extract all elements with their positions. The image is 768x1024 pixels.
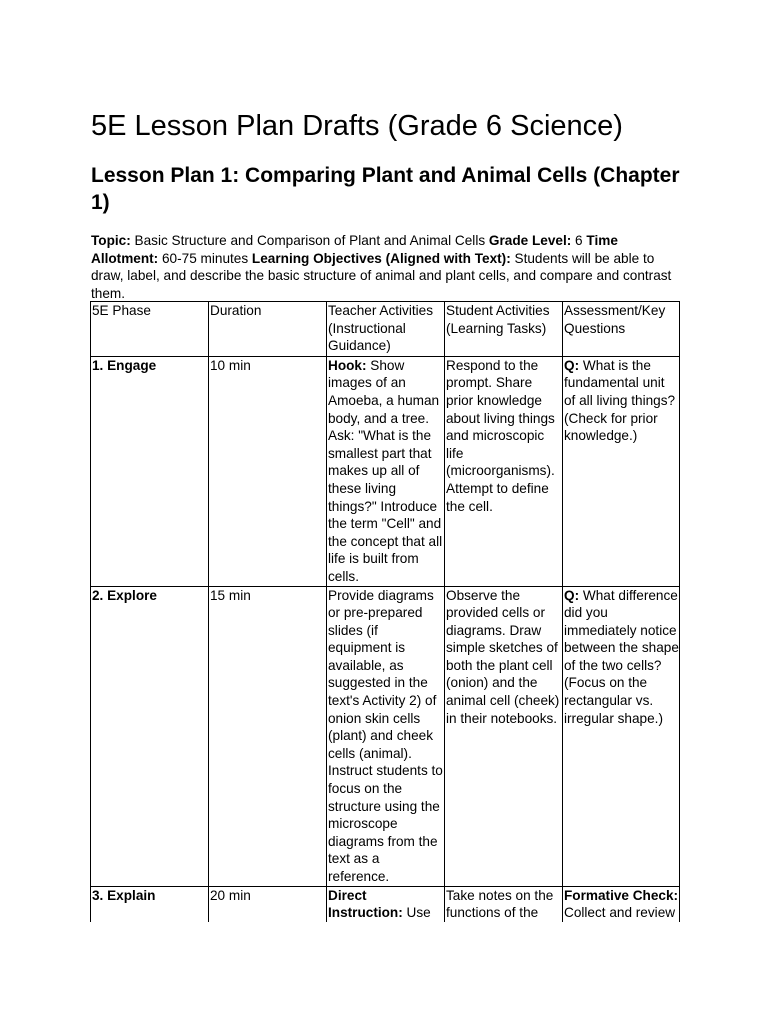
assessment-cell: [563, 886, 680, 922]
table-row: [91, 886, 680, 922]
grade-level-value: 6: [571, 233, 587, 248]
teacher-activity-label: Direct Instruction:: [328, 887, 403, 921]
student-activities-cell: Observe the provided cells or diagrams. Draw simple sketches of both the plant cell (onion) and the animal cell (cheek) in their notebooks.: [445, 586, 563, 886]
assessment-text: Collect and review: [564, 905, 676, 921]
teacher-activities-cell: [327, 356, 445, 586]
assessment-cell: [563, 586, 680, 886]
header-cell-student-activities: Student Activities (Learning Tasks): [445, 302, 563, 357]
duration-cell: 10 min: [209, 356, 327, 586]
header-cell-teacher-activities: Teacher Activities (Instructional Guidance): [327, 302, 445, 357]
student-activities-cell: Take notes on the functions of the: [445, 886, 563, 922]
header-cell-assessment: Assessment/Key Questions: [563, 302, 680, 357]
teacher-activity-text: Show images of an Amoeba, a human body, and a tree. Ask: "What is the smallest part that makes up all of these living things?" Introduce the term "Cell" and the concept that all life is built from cells.: [328, 357, 443, 584]
topic-value: Basic Structure and Comparison of Plant and Animal Cells: [130, 233, 489, 248]
time-allotment-label: Time Allotment:: [91, 233, 618, 266]
phase-cell: 1. Engage: [91, 356, 209, 586]
teacher-activity-text: Provide diagrams or pre-prepared slides (if equipment is available, as suggested in the text's Activity 2) of onion skin cells (plant) and cheek cells (animal). Instruct students to focus on the structure using the microscope diagrams from the text as a reference.: [328, 587, 443, 884]
duration-cell: 20 min: [209, 886, 327, 922]
phase-cell: 2. Explore: [91, 586, 209, 886]
student-activities-cell: Respond to the prompt. Share prior knowledge about living things and microscopic life (microorganisms). Attempt to define the cell.: [445, 356, 563, 586]
assessment-label: Q:: [564, 357, 580, 373]
assessment-text: What difference did you immediately notice between the shape of the two cells? (Focus on the rectangular vs. irregular shape.): [564, 587, 679, 726]
lesson-heading: Lesson Plan 1: Comparing Plant and Animal Cells (Chapter 1): [91, 164, 680, 214]
document-title: 5E Lesson Plan Drafts (Grade 6 Science): [91, 110, 623, 142]
teacher-activities-cell: [327, 886, 445, 922]
assessment-cell: [563, 356, 680, 586]
teacher-activities-cell: [327, 586, 445, 886]
learning-objectives-label: Learning Objectives (Aligned with Text):: [251, 250, 511, 266]
time-allotment-value: 60-75 minutes: [158, 250, 252, 266]
table-header-row: [91, 302, 680, 357]
topic-label: Topic:: [91, 233, 131, 248]
table-row: [91, 356, 680, 586]
teacher-activity-text: Use: [402, 905, 431, 921]
assessment-text: What is the fundamental unit of all living things? (Check for prior knowledge.): [564, 357, 676, 444]
lesson-plan-table: [90, 301, 680, 922]
learning-objectives-value: Students will be able to draw, label, and describe the basic structure of animal and plant cells, and compare and contrast them.: [91, 250, 672, 301]
assessment-label: Formative Check:: [564, 887, 679, 903]
table-row: [91, 586, 680, 886]
assessment-label: Q:: [564, 587, 580, 603]
duration-cell: 15 min: [209, 586, 327, 886]
phase-cell: 3. Explain: [91, 886, 209, 922]
header-cell-phase: 5E Phase: [91, 302, 209, 357]
lesson-meta-paragraph: [91, 232, 681, 302]
header-cell-duration: Duration: [209, 302, 327, 357]
grade-level-label: Grade Level:: [488, 233, 572, 248]
teacher-activity-label: Hook:: [328, 357, 367, 373]
